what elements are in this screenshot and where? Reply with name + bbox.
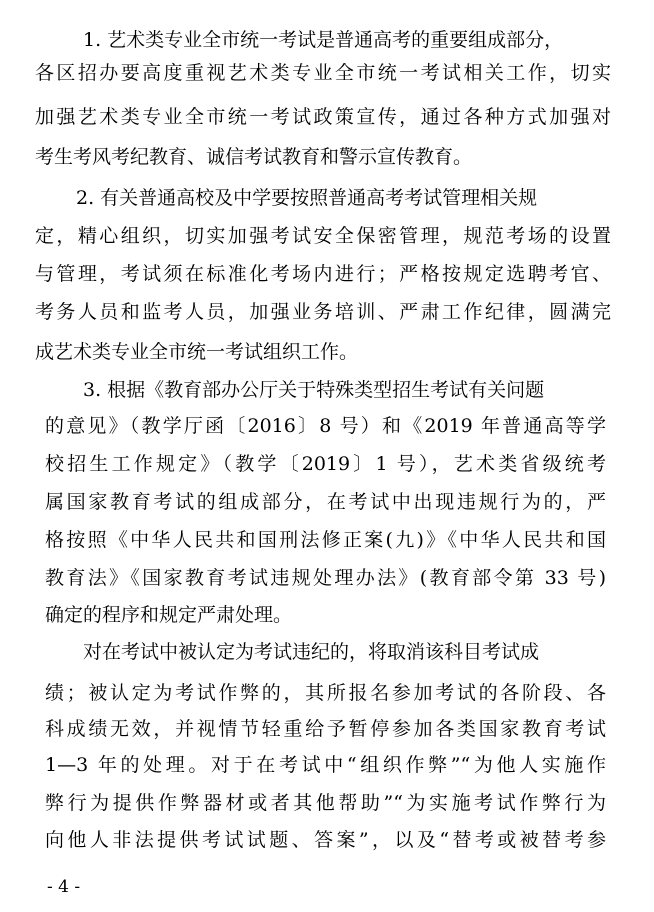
paragraph-2-line-4: 考务人员和监考人员，加强业务培训、严肃工作纪律，圆满完 bbox=[35, 301, 611, 323]
paragraph-3-line-5: 格按照《中华人民共和国刑法修正案(九)》《中华人民共和国 bbox=[45, 529, 606, 551]
page-number: - 4 - bbox=[47, 877, 81, 897]
paragraph-3-line-1: 3. 根据《教育部办公厅关于特殊类型招生考试有关问题 bbox=[83, 379, 545, 401]
paragraph-4-line-3: 科成绩无效，并视情节轻重给予暂停参加各类国家教育考试 bbox=[45, 718, 606, 740]
paragraph-2-line-5: 成艺术类专业全市统一考试组织工作。 bbox=[35, 341, 359, 363]
paragraph-3-line-3: 校招生工作规定》（教学〔2019〕1 号），艺术类省级统考 bbox=[45, 453, 606, 475]
paragraph-4-line-6: 向他人非法提供考试试题、答案”，以及“替考或被替考参 bbox=[45, 829, 606, 851]
paragraph-3-line-4: 属国家教育考试的组成部分，在考试中出现违规行为的，严 bbox=[45, 491, 606, 513]
paragraph-1-line-2: 各区招办要高度重视艺术类专业全市统一考试相关工作，切实 bbox=[35, 62, 611, 84]
paragraph-3-line-2: 的意见》（教学厅函〔2016〕8 号）和《2019 年普通高等学 bbox=[45, 415, 606, 437]
paragraph-2-line-1: 2. 有关普通高校及中学要按照普通高考考试管理相关规 bbox=[76, 187, 538, 209]
paragraph-3-line-7: 确定的程序和规定严肃处理。 bbox=[45, 604, 293, 626]
paragraph-4-line-2: 绩；被认定为考试作弊的，其所报名参加考试的各阶段、各 bbox=[45, 682, 606, 704]
paragraph-1-line-1: 1. 艺术类专业全市统一考试是普通高考的重要组成部分， bbox=[83, 29, 564, 51]
paragraph-1-line-4: 考生考风考纪教育、诚信考试教育和警示宣传教育。 bbox=[35, 146, 473, 168]
paragraph-2-line-2: 定，精心组织，切实加强考试安全保密管理，规范考场的设置 bbox=[35, 225, 611, 247]
paragraph-4-line-1: 对在考试中被认定为考试违纪的，将取消该科目考试成 bbox=[83, 641, 540, 663]
paragraph-4-line-5: 弊行为提供作弊器材或者其他帮助”“为实施考试作弊行为 bbox=[45, 792, 606, 814]
paragraph-4-line-4: 1—3 年的处理。对于在考试中“组织作弊”“为他人实施作 bbox=[45, 754, 606, 776]
paragraph-1-line-3: 加强艺术类专业全市统一考试政策宣传，通过各种方式加强对 bbox=[35, 106, 611, 128]
paragraph-2-line-3: 与管理，考试须在标准化考场内进行；严格按规定选聘考官、 bbox=[35, 263, 611, 285]
paragraph-3-line-6: 教育法》《国家教育考试违规处理办法》(教育部令第 33 号) bbox=[45, 567, 606, 589]
